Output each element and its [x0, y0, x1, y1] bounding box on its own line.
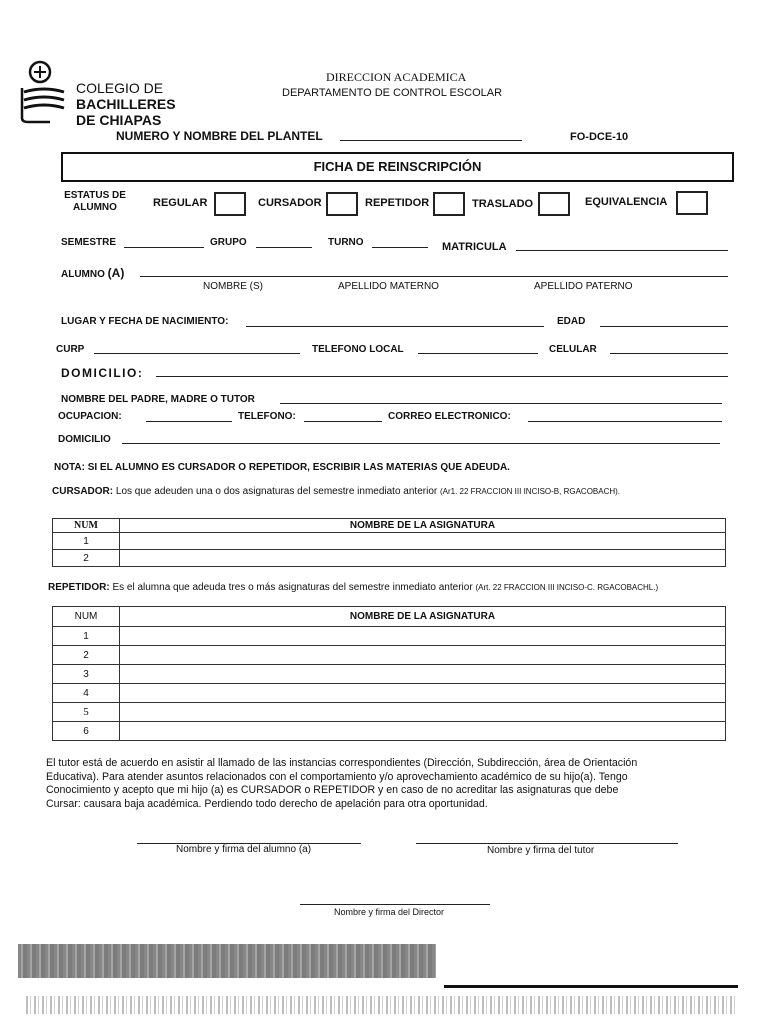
repetidor-row-subject[interactable] — [120, 646, 726, 665]
turno-label: TURNO — [328, 237, 364, 248]
curp-label: CURP — [56, 344, 85, 355]
telefono-field[interactable] — [304, 421, 382, 422]
form-code: FO-DCE-10 — [570, 131, 629, 143]
status-regular-label: REGULAR — [153, 197, 208, 209]
ocupacion-field[interactable] — [146, 421, 232, 422]
repetidor-row-num: 1 — [53, 627, 120, 646]
correo-label: CORREO ELECTRONICO: — [388, 411, 511, 422]
repetidor-row-num: 3 — [53, 665, 120, 684]
repetidor-row-num: 4 — [53, 684, 120, 703]
logo-line-1: COLEGIO DE — [76, 80, 164, 96]
repetidor-row-num: 6 — [53, 722, 120, 741]
status-traslado-checkbox[interactable] — [538, 192, 570, 216]
domicilio-field[interactable] — [156, 376, 728, 377]
turno-field[interactable] — [372, 247, 428, 248]
telefono-local-field[interactable] — [418, 353, 538, 354]
status-label: ESTATUS DE ALUMNO — [64, 190, 126, 213]
edad-field[interactable] — [600, 326, 728, 327]
status-repetidor-checkbox[interactable] — [433, 192, 465, 216]
celular-label: CELULAR — [549, 344, 597, 355]
grupo-label: GRUPO — [210, 237, 247, 248]
semestre-label: SEMESTRE — [61, 237, 117, 248]
apellido-paterno-caption: APELLIDO PATERNO — [534, 281, 633, 292]
form-title: FICHA DE REINSCRIPCIÓN — [313, 159, 482, 174]
alumno-signature-caption: Nombre y firma del alumno (a) — [176, 844, 312, 855]
departamento-heading: DEPARTAMENTO DE CONTROL ESCOLAR — [282, 87, 503, 99]
curp-field[interactable] — [94, 353, 300, 354]
status-equivalencia-label: EQUIVALENCIA — [585, 196, 668, 208]
alumno-field[interactable] — [140, 276, 728, 277]
director-signature-caption: Nombre y firma del Director — [334, 907, 445, 917]
direccion-heading: DIRECCION ACADEMICA — [326, 70, 467, 84]
nota-text: NOTA: SI EL ALUMNO ES CURSADOR O REPETIDOR, ESCRIBIR LAS MATERIAS QUE ADEUDA. — [54, 462, 510, 473]
repetidor-table — [52, 606, 726, 741]
agreement-text: El tutor está de acuerdo en asistir al llamado de las instancias correspondientes (Dirección, Subdirección, área de Orientación Educativa). Para atender asuntos relacionados con el comportamiento y/o aprovechamiento académico de su hijo(a). Tengo Conocimiento y acepto que mi hijo (a) es CURSADOR o REPETIDOR y en caso de no acreditar las asignaturas que debe Cursar: causara baja académica. Perdiendo todo derecho de apelación para otra oportunidad. — [46, 757, 638, 810]
cursador-table — [52, 518, 726, 567]
form-title-box — [61, 152, 734, 182]
logo-icon — [20, 58, 68, 126]
cursador-header-num: NUM — [53, 519, 120, 533]
nombre-caption: NOMBRE (S) — [203, 281, 263, 292]
status-cursador-label: CURSADOR — [258, 197, 322, 209]
ocupacion-label: OCUPACION: — [58, 411, 122, 422]
repetidor-header-num: NUM — [53, 607, 120, 627]
cursador-row-num: 2 — [53, 550, 120, 567]
cursador-row-num: 1 — [53, 533, 120, 550]
padre-field[interactable] — [280, 403, 722, 404]
plantel-field[interactable] — [340, 140, 522, 141]
padre-label: NOMBRE DEL PADRE, MADRE O TUTOR — [61, 394, 255, 405]
cursador-header-name: NOMBRE DE LA ASIGNATURA — [120, 519, 726, 533]
domicilio-tutor-field[interactable] — [122, 443, 720, 444]
cursador-row-subject[interactable] — [120, 550, 726, 567]
cursador-description: CURSADOR: Los que adeuden una o dos asignaturas del semestre inmediato anterior (Ar1. 22 FRACCION III INCISO-B, RGACOBACH). — [52, 486, 621, 497]
tutor-signature-line[interactable] — [416, 843, 678, 844]
repetidor-row-num: 5 — [53, 703, 120, 722]
status-cursador-checkbox[interactable] — [326, 192, 358, 216]
repetidor-row-subject[interactable] — [120, 627, 726, 646]
plantel-label: NUMERO Y NOMBRE DEL PLANTEL — [116, 129, 323, 143]
status-regular-checkbox[interactable] — [214, 192, 246, 216]
logo-line-3: DE CHIAPAS — [76, 112, 162, 128]
matricula-field[interactable] — [516, 250, 728, 251]
semestre-field[interactable] — [124, 247, 204, 248]
logo-line-2: BACHILLERES — [76, 96, 176, 112]
lugar-fecha-label: LUGAR Y FECHA DE NACIMIENTO: — [61, 316, 229, 327]
tutor-signature-caption: Nombre y firma del tutor — [487, 845, 595, 856]
director-signature-line[interactable] — [300, 904, 490, 905]
telefono-local-label: TELEFONO LOCAL — [312, 344, 404, 355]
domicilio-label: DOMICILIO: — [61, 366, 144, 380]
footer-fine-print — [26, 996, 736, 1014]
repetidor-row-subject[interactable] — [120, 703, 726, 722]
grupo-field[interactable] — [256, 247, 312, 248]
lugar-fecha-field[interactable] — [246, 326, 544, 327]
celular-field[interactable] — [610, 353, 728, 354]
alumno-label: ALUMNO (A) — [61, 266, 125, 280]
telefono-label: TELEFONO: — [238, 411, 296, 422]
logo — [20, 58, 190, 128]
cursador-row-subject[interactable] — [120, 533, 726, 550]
repetidor-row-subject[interactable] — [120, 722, 726, 741]
repetidor-description: REPETIDOR: Es el alumna que adeuda tres o más asignaturas del semestre inmediato anterior (Art. 22 FRACCION III INCISO-C. RGACOBACHL.) — [48, 582, 659, 593]
status-repetidor-label: REPETIDOR — [365, 197, 430, 209]
correo-field[interactable] — [528, 421, 722, 422]
matricula-label: MATRICULA — [442, 241, 507, 253]
status-equivalencia-checkbox[interactable] — [676, 191, 708, 215]
repetidor-header-name: NOMBRE DE LA ASIGNATURA — [120, 607, 726, 627]
repetidor-row-num: 2 — [53, 646, 120, 665]
edad-label: EDAD — [557, 316, 586, 327]
footer-address-stamp — [18, 944, 436, 978]
repetidor-row-subject[interactable] — [120, 665, 726, 684]
footer-rule — [444, 985, 738, 988]
domicilio-tutor-label: DOMICILIO — [58, 434, 111, 445]
status-traslado-label: TRASLADO — [472, 198, 534, 210]
apellido-materno-caption: APELLIDO MATERNO — [338, 281, 439, 292]
repetidor-row-subject[interactable] — [120, 684, 726, 703]
